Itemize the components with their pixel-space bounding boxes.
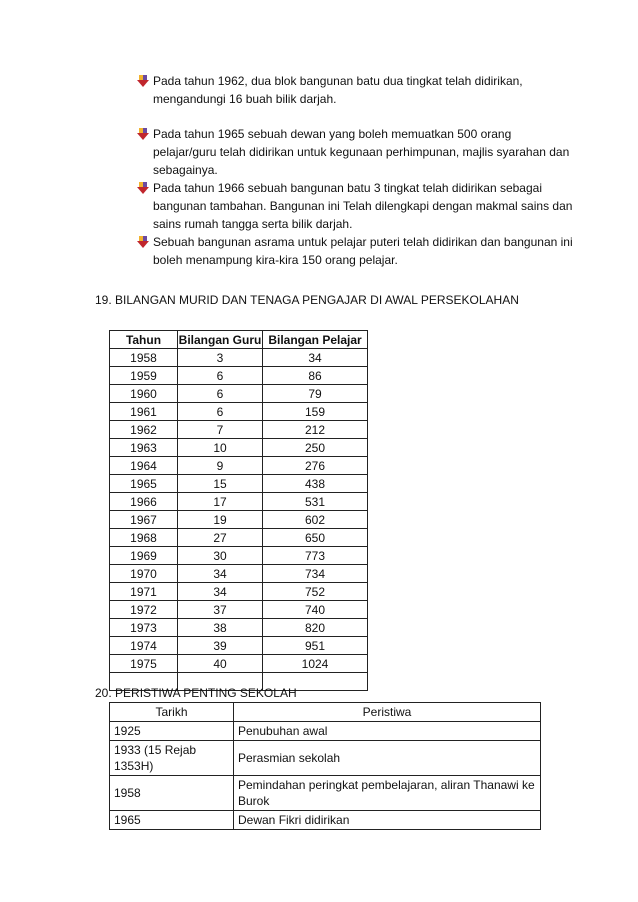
arrow-down-bullet-icon xyxy=(137,182,149,194)
table-row xyxy=(110,655,368,673)
enrollment-table xyxy=(109,330,368,691)
bullet-text: Pada tahun 1965 sebuah dewan yang boleh memuatkan 500 orang pelajar/guru telah didirikan untuk kegunaan perhimpunan, majlis syarahan dan sebagainya. xyxy=(153,127,570,177)
column-header-bilangan-pelajar: Bilangan Pelajar xyxy=(263,331,368,349)
cell-year: 1962 xyxy=(110,421,178,439)
cell-date: 1958 xyxy=(110,776,234,811)
cell-students: 752 xyxy=(263,583,368,601)
cell-students: 650 xyxy=(263,529,368,547)
cell-students: 34 xyxy=(263,349,368,367)
cell-date: 1933 (15 Rejab 1353H) xyxy=(110,741,234,776)
cell-teachers: 3 xyxy=(178,349,263,367)
arrow-down-bullet-icon xyxy=(137,236,149,248)
cell-year: 1968 xyxy=(110,529,178,547)
column-header-tahun: Tahun xyxy=(110,331,178,349)
bullet-text: Sebuah bangunan asrama untuk pelajar puteri telah didirikan dan bangunan ini boleh menampung kira-kira 150 orang pelajar. xyxy=(153,235,573,267)
cell-year: 1973 xyxy=(110,619,178,637)
cell-year: 1961 xyxy=(110,403,178,421)
cell-students: 531 xyxy=(263,493,368,511)
cell-year: 1965 xyxy=(110,475,178,493)
cell-year: 1959 xyxy=(110,367,178,385)
cell-teachers: 19 xyxy=(178,511,263,529)
cell-students: 79 xyxy=(263,385,368,403)
table-row xyxy=(110,457,368,475)
bullet-item xyxy=(133,72,573,108)
cell-year: 1971 xyxy=(110,583,178,601)
events-table-body xyxy=(110,722,541,830)
cell-year: 1975 xyxy=(110,655,178,673)
cell-year: 1966 xyxy=(110,493,178,511)
cell-students: 602 xyxy=(263,511,368,529)
section-19-title: 19. BILANGAN MURID DAN TENAGA PENGAJAR DI AWAL PERSEKOLAHAN xyxy=(95,293,519,307)
table-row xyxy=(110,493,368,511)
cell-year: 1969 xyxy=(110,547,178,565)
bullet-list xyxy=(133,72,573,269)
column-header-peristiwa: Peristiwa xyxy=(234,703,541,722)
table-row xyxy=(110,601,368,619)
cell-teachers: 10 xyxy=(178,439,263,457)
column-header-tarikh: Tarikh xyxy=(110,703,234,722)
arrow-down-bullet-icon xyxy=(137,128,149,140)
table-row xyxy=(110,403,368,421)
cell-year: 1967 xyxy=(110,511,178,529)
cell-year: 1960 xyxy=(110,385,178,403)
table-row xyxy=(110,741,541,776)
cell-teachers: 38 xyxy=(178,619,263,637)
cell-year: 1964 xyxy=(110,457,178,475)
table-header-row xyxy=(110,331,368,349)
cell-teachers: 6 xyxy=(178,403,263,421)
cell-students: 1024 xyxy=(263,655,368,673)
cell-teachers: 39 xyxy=(178,637,263,655)
table-row xyxy=(110,421,368,439)
cell-teachers: 6 xyxy=(178,367,263,385)
column-header-bilangan-guru: Bilangan Guru xyxy=(178,332,262,347)
cell-teachers: 15 xyxy=(178,475,263,493)
section-20-title: 20. PERISTIWA PENTING SEKOLAH xyxy=(95,686,297,700)
table-row xyxy=(110,722,541,741)
table-row xyxy=(110,637,368,655)
cell-teachers: 6 xyxy=(178,385,263,403)
cell-students: 86 xyxy=(263,367,368,385)
cell-students: 820 xyxy=(263,619,368,637)
cell-students: 212 xyxy=(263,421,368,439)
cell-teachers: 17 xyxy=(178,493,263,511)
cell-teachers: 7 xyxy=(178,421,263,439)
table-row xyxy=(110,385,368,403)
cell-event: Pemindahan peringkat pembelajaran, aliran Thanawi ke Burok xyxy=(234,776,541,811)
cell-students: 438 xyxy=(263,475,368,493)
cell-students: 951 xyxy=(263,637,368,655)
cell-event: Perasmian sekolah xyxy=(234,741,541,776)
arrow-down-bullet-icon xyxy=(137,75,149,87)
cell-year: 1963 xyxy=(110,439,178,457)
table-row xyxy=(110,475,368,493)
table-row xyxy=(110,349,368,367)
cell-students: 159 xyxy=(263,403,368,421)
cell-year: 1974 xyxy=(110,637,178,655)
table-header-row xyxy=(110,703,541,722)
cell-year: 1972 xyxy=(110,601,178,619)
table-row xyxy=(110,511,368,529)
events-table xyxy=(109,702,541,830)
table-row xyxy=(110,439,368,457)
bullet-text: Pada tahun 1966 sebuah bangunan batu 3 tingkat telah didirikan sebagai bangunan tambahan. Bangunan ini Telah dilengkapi dengan makmal sains dan sains rumah tangga serta bilik darjah. xyxy=(153,181,573,231)
table-row xyxy=(110,547,368,565)
table-row xyxy=(110,367,368,385)
table-row xyxy=(110,583,368,601)
table-row xyxy=(110,529,368,547)
bullet-item xyxy=(133,179,573,233)
cell-students: 250 xyxy=(263,439,368,457)
cell-date: 1925 xyxy=(110,722,234,741)
table-row xyxy=(110,565,368,583)
bullet-item xyxy=(133,125,573,179)
cell-students: 740 xyxy=(263,601,368,619)
cell-students: 773 xyxy=(263,547,368,565)
cell-teachers: 40 xyxy=(178,655,263,673)
table-row xyxy=(110,811,541,830)
cell-event: Dewan Fikri didirikan xyxy=(234,811,541,830)
cell-date: 1965 xyxy=(110,811,234,830)
enrollment-table-body xyxy=(110,349,368,691)
cell-year: 1958 xyxy=(110,349,178,367)
bullet-text: Pada tahun 1962, dua blok bangunan batu dua tingkat telah didirikan, mengandungi 16 buah bilik darjah. xyxy=(153,74,523,106)
cell-students: 276 xyxy=(263,457,368,475)
cell-event: Penubuhan awal xyxy=(234,722,541,741)
table-row xyxy=(110,619,368,637)
cell-teachers: 9 xyxy=(178,457,263,475)
bullet-item xyxy=(133,233,573,269)
cell-students: 734 xyxy=(263,565,368,583)
cell-teachers: 34 xyxy=(178,583,263,601)
cell-year: 1970 xyxy=(110,565,178,583)
cell-teachers: 34 xyxy=(178,565,263,583)
table-row xyxy=(110,776,541,811)
cell-teachers: 30 xyxy=(178,547,263,565)
cell-teachers: 27 xyxy=(178,529,263,547)
cell-teachers: 37 xyxy=(178,601,263,619)
